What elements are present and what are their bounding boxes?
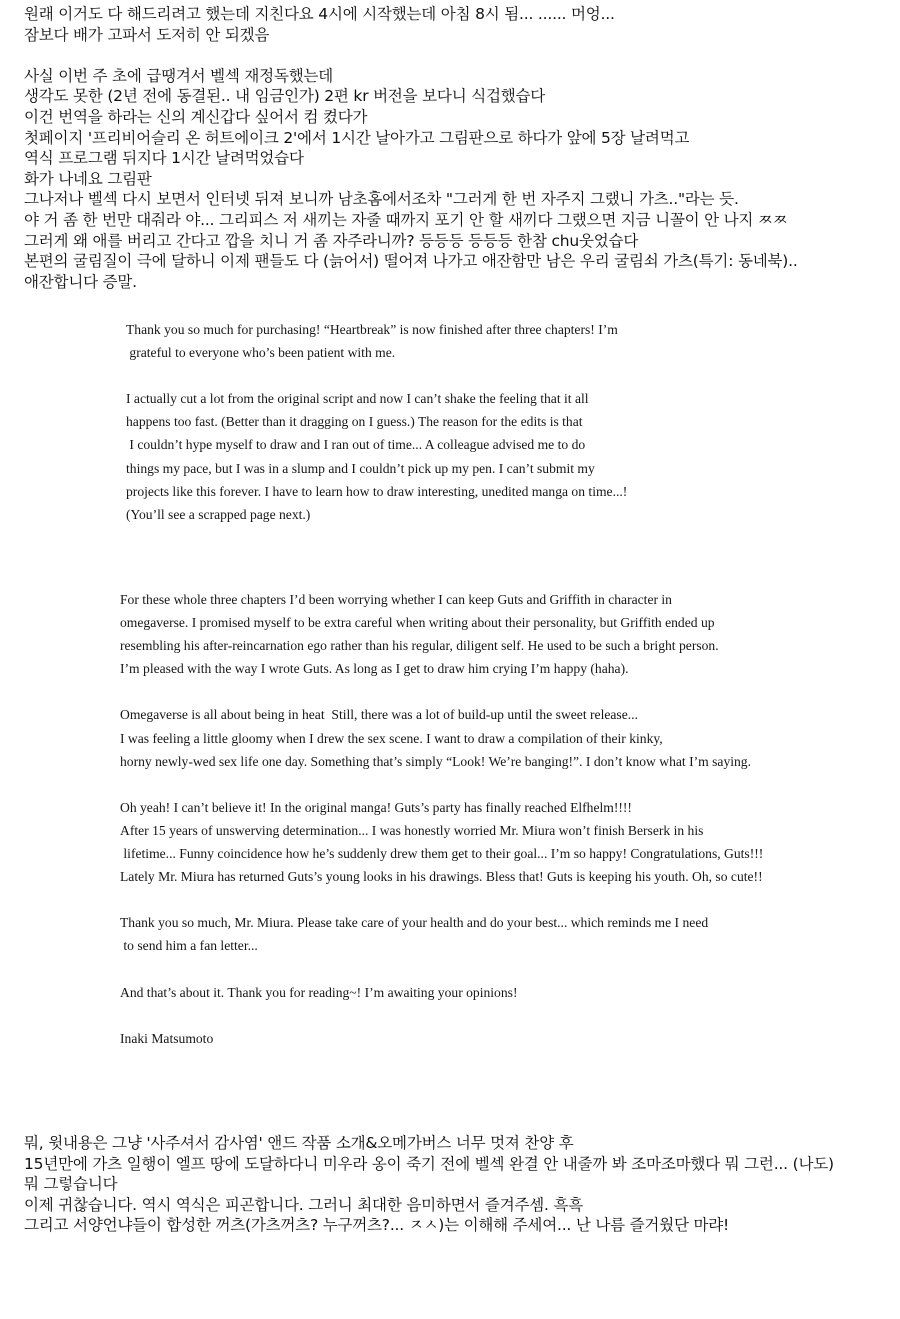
text-line: After 15 years of unswerving determination... I was honestly worried Mr. Miura won’t finish Berserk in his [120,822,704,838]
korean-translator-note-bottom [24,1133,884,1236]
text-line: Omegaverse is all about being in heat Still, there was a lot of build-up until the sweet release... [120,707,638,723]
author-signature: Inaki Matsumoto [120,1030,214,1046]
text-line: 생각도 못한 (2년 전에 동결된.. 내 임금인가) 2편 kr 버전을 보다니 식겁했습다 [24,87,546,106]
text-line: resembling his after-reincarnation ego rather than his regular, diligent self. He used to be such a bright person. [120,638,719,654]
paragraph [126,387,826,526]
text-line: 잠보다 배가 고파서 도저히 안 되겠음 [24,25,270,44]
text-line: Thank you so much, Mr. Miura. Please take care of your health and do your best... which reminds me I need [120,915,709,931]
text-line: 야 거 좀 한 번만 대줘라 야... 그리피스 저 새끼는 자줄 때까지 포기 안 할 새끼다 그랬으면 지금 니꼴이 안 나지 ㅉㅉ [24,210,788,229]
text-line: 그나저나 벨섹 다시 보면서 인터넷 뒤져 보니까 남초홈에서조차 "그러게 한 번 자주지 그랬니 가츠.."라는 듯. [24,190,739,209]
text-line: Thank you so much for purchasing! “Heartbreak” is now finished after three chapters! I’m [126,322,618,337]
text-line: omegaverse. I promised myself to be extra careful when writing about their personality, but Griffith ended up [120,615,715,631]
text-line: 15년만에 가츠 일행이 엘프 땅에 도달하다니 미우라 옹이 죽기 전에 벨섹 완결 안 내줄까 봐 조마조마했다 뭐 그런... (나도) [24,1154,834,1173]
text-line: 뭐 그렇습니다 [24,1175,118,1194]
text-line: 화가 나네요 그림판 [24,169,152,188]
text-line: 애잔합니다 증말. [24,272,137,291]
text-line: For these whole three chapters I’d been worrying whether I can keep Guts and Griffith in character in [120,592,672,607]
text-line: 첫페이지 '프리비어슬리 온 허트에이크 2'에서 1시간 날아가고 그림판으로 하다가 앞에 5장 날려먹고 [24,128,690,147]
text-line: I couldn’t hype myself to draw and I ran out of time... A colleague advised me to do [126,437,586,453]
text-line: happens too fast. (Better than it dragging on I guess.) The reason for the edits is that [126,414,583,430]
paragraph [120,911,860,957]
text-line: 뭐, 윗내용은 그냥 '사주셔서 감사염' 앤드 작품 소개&오메가버스 너무 멋져 찬양 후 [24,1134,574,1152]
author-afterword-intro [126,318,826,549]
text-line: things my pace, but I was in a slump and I couldn’t pick up my pen. I can’t submit my [126,460,595,476]
paragraph [126,318,826,364]
author-afterword-main [120,588,860,1050]
paragraph [120,981,860,1004]
korean-translator-note-top [24,4,884,292]
text-line: I’m pleased with the way I wrote Guts. As long as I get to draw him crying I’m happy (haha). [120,661,629,677]
text-line: Lately Mr. Miura has returned Guts’s young looks in his drawings. Bless that! Guts is keeping his youth. Oh, so cute!! [120,869,763,885]
text-line: to send him a fan letter... [120,938,258,954]
text-line: I was feeling a little gloomy when I drew the sex scene. I want to draw a compilation of their kinky, [120,730,663,746]
text-line: 본편의 굴림질이 극에 달하니 이제 팬들도 다 (늙어서) 떨어져 나가고 애잔함만 남은 우리 굴림쇠 가츠(특기: 동네북).. [24,252,798,271]
text-line: 그리고 서양언냐들이 합성한 꺼츠(가츠꺼츠? 누구꺼츠?... ㅈㅅ)는 이해해 주세여... 난 나름 즐거웠단 마랴! [24,1216,730,1235]
paragraph [120,796,860,888]
text-line: horny newly-wed sex life one day. Something that’s simply “Look! We’re banging!”. I don’t know what I’m saying. [120,753,752,769]
text-line: I actually cut a lot from the original script and now I can’t shake the feeling that it all [126,391,589,407]
text-line: 원래 이거도 다 해드리려고 했는데 지친다요 4시에 시작했는데 아침 8시 됨... ...... 머엉... [24,5,615,23]
text-line: 사실 이번 주 초에 급땡겨서 벨섹 재정독했는데 [24,66,334,85]
text-line: 이건 번역을 하라는 신의 계신갑다 싶어서 컴 켰다가 [24,107,368,126]
paragraph [120,703,860,772]
text-line: Oh yeah! I can’t believe it! In the original manga! Guts’s party has finally reached Elfhelm!!!! [120,799,632,815]
paragraph [120,588,860,680]
text-line: projects like this forever. I have to learn how to draw interesting, unedited manga on time...! [126,483,628,499]
blank-line [24,45,884,66]
text-line: 역식 프로그램 뒤지다 1시간 날려먹었습다 [24,149,304,168]
text-line: grateful to everyone who’s been patient with me. [126,345,396,361]
text-line: lifetime... Funny coincidence how he’s suddenly drew them get to their goal... I’m so happy! Congratulations, Guts!!! [120,846,764,862]
text-line: And that’s about it. Thank you for reading~! I’m awaiting your opinions! [120,984,518,1000]
text-line: 이제 귀찮습니다. 역시 역식은 피곤합니다. 그러니 최대한 음미하면서 즐겨주셈. 흑흑 [24,1195,584,1214]
text-line: 그러게 왜 애를 버리고 간다고 깝을 치니 거 좀 자주라니까? 등등등 등등등 한참 chu웃었습다 [24,231,639,250]
text-line: (You’ll see a scrapped page next.) [126,506,311,522]
